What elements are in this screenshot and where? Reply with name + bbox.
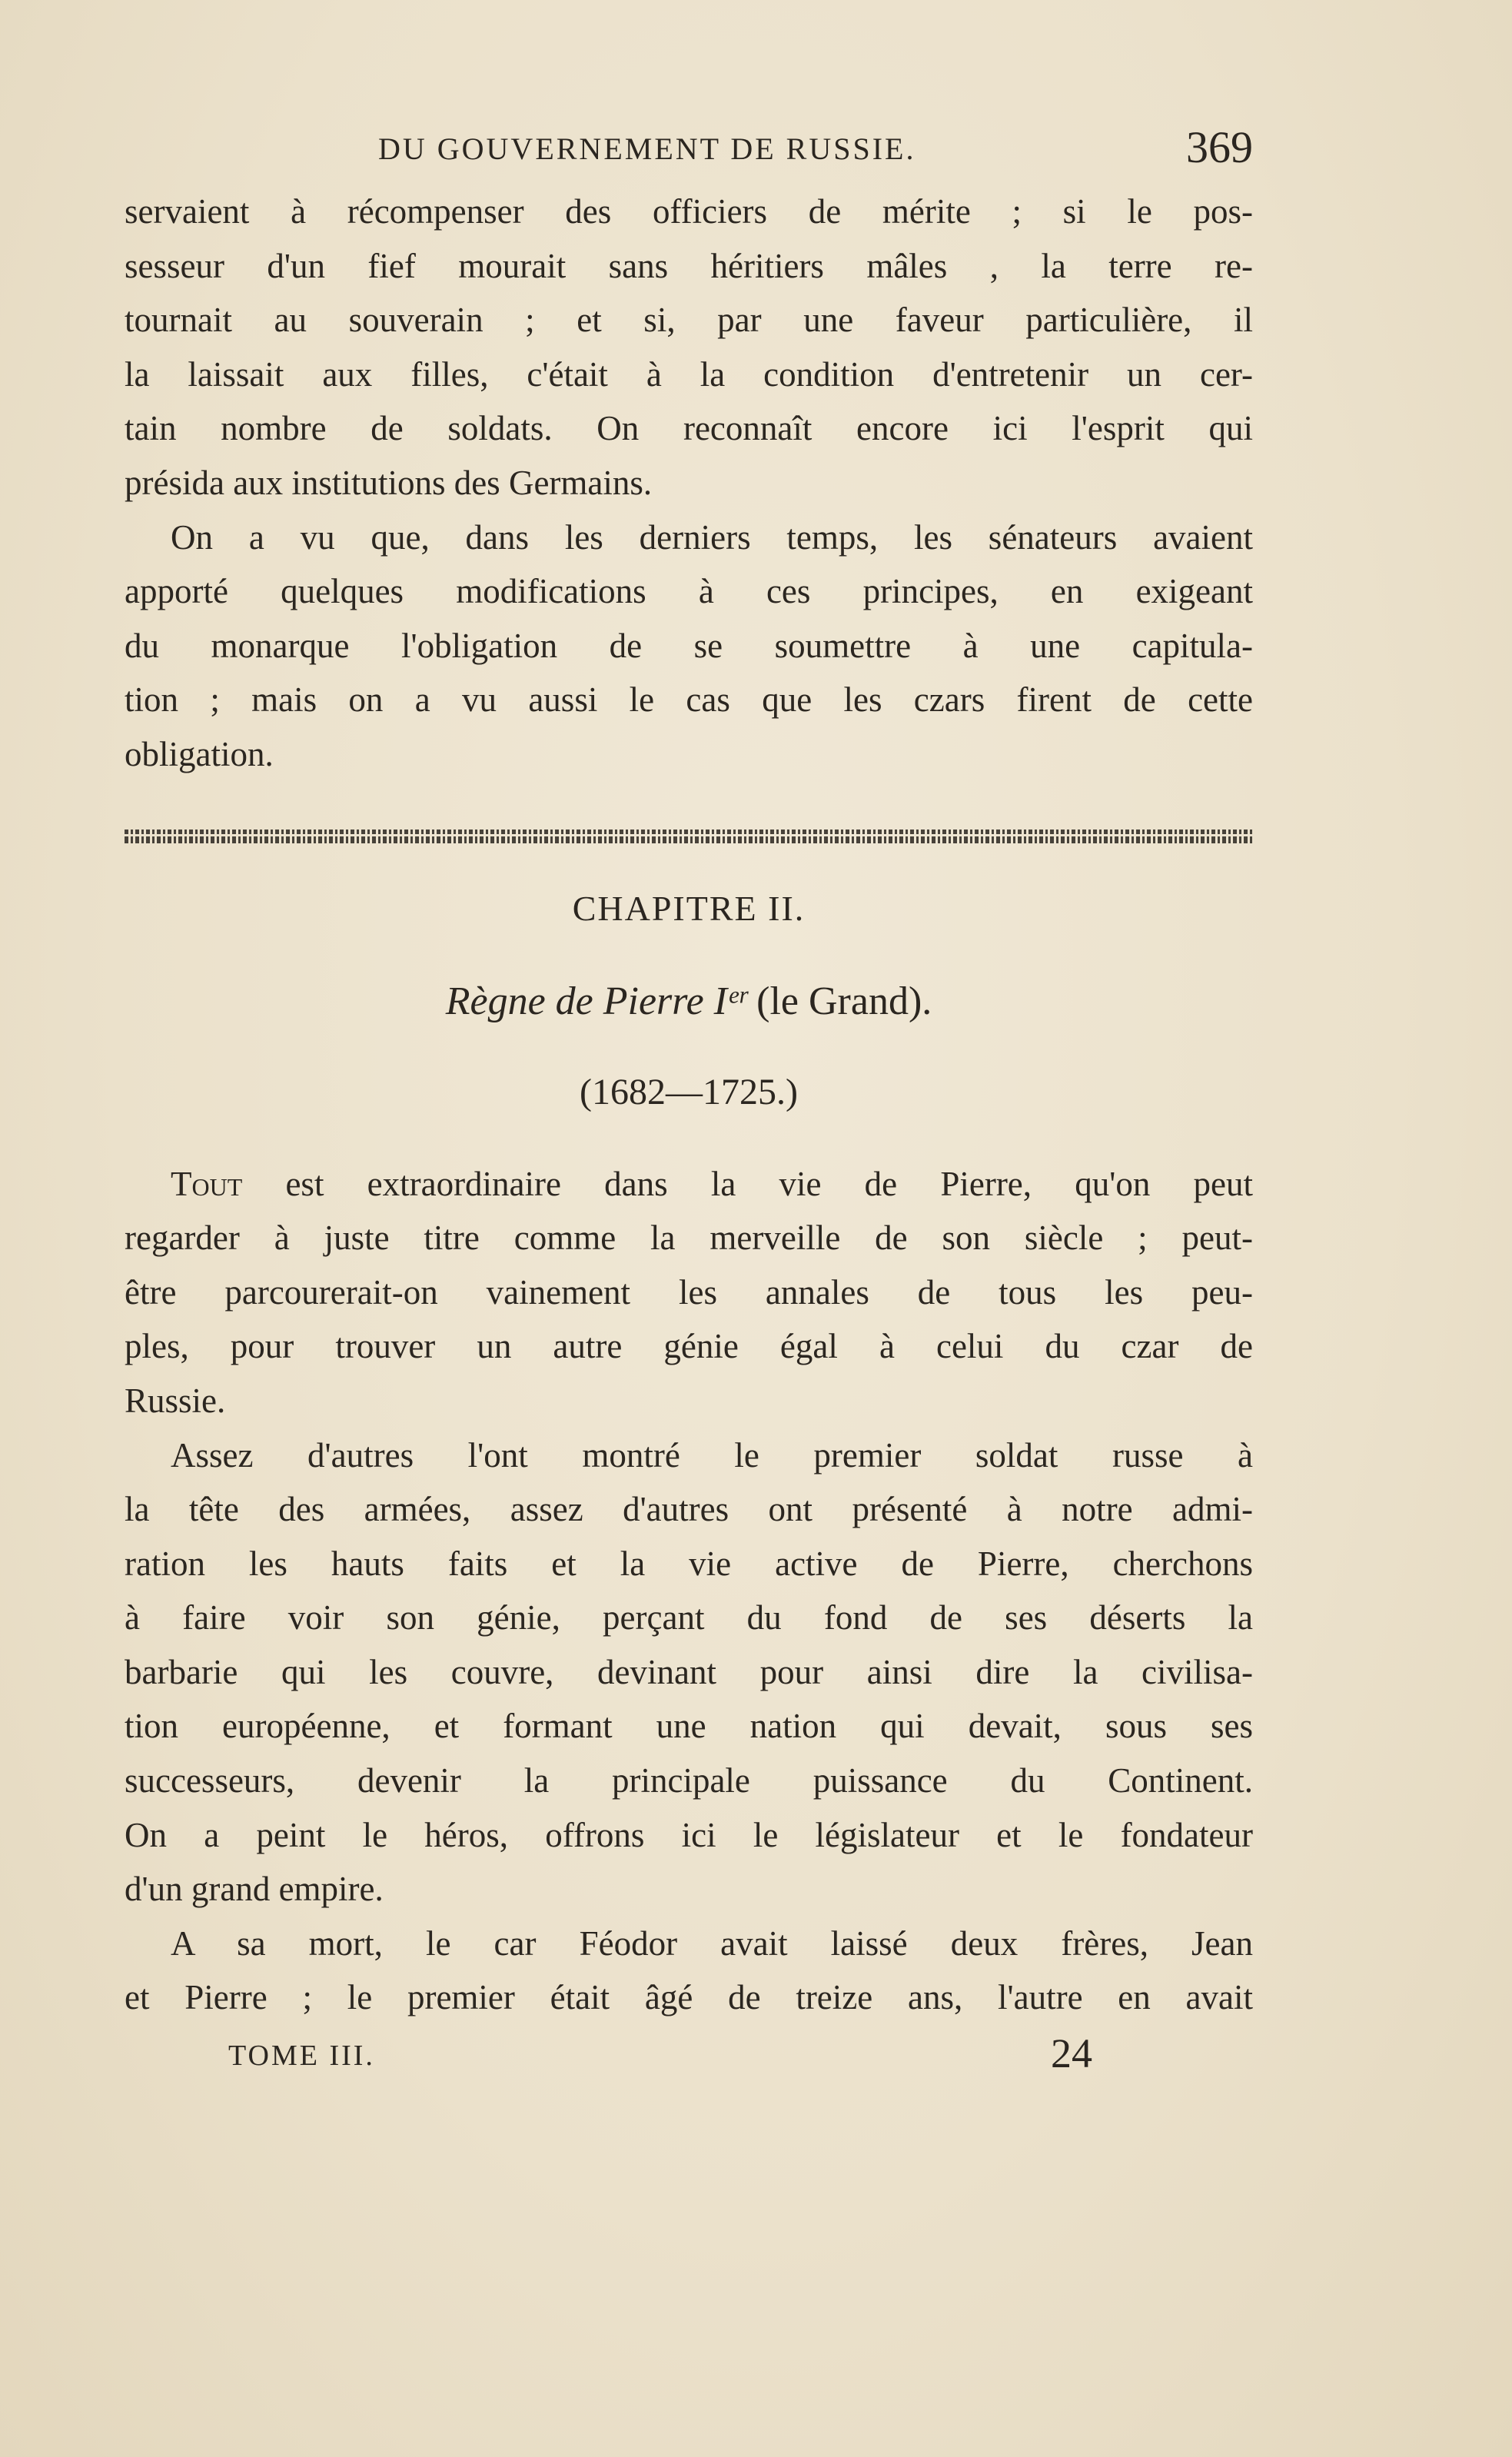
text-line: tournait au souverain ; et si, par une faveur particulière, il: [125, 301, 1253, 340]
text-line: ples, pour trouver un autre génie égal à celui du czar de: [125, 1327, 1253, 1366]
text-line: successeurs, devenir la principale puissance du Continent.: [125, 1761, 1253, 1800]
text-line: apporté quelques modifications à ces principes, en exigeant: [125, 572, 1253, 611]
signature-mark: 24: [1051, 2030, 1092, 2077]
volume-label: TOME III.: [228, 2040, 375, 2073]
chapter-subtitle-italic: Règne de Pierre Iᵉʳ: [445, 979, 747, 1023]
text-line: tion européenne, et formant une nation qui devait, sous ses: [125, 1707, 1253, 1746]
chapter-dates: (1682—1725.): [580, 1071, 798, 1112]
text-line: regarder à juste titre comme la merveille de son siècle ; peut-: [125, 1219, 1253, 1258]
text-line: servaient à récompenser des officiers de mérite ; si le pos-: [125, 192, 1253, 231]
text-line: présida aux institutions des Germains.: [125, 463, 653, 502]
paragraph-3: [125, 1157, 1253, 1428]
paragraph-5: [125, 1917, 1253, 2025]
text-line: tain nombre de soldats. On reconnaît encore ici l'esprit qui: [125, 409, 1253, 448]
paragraph-4: [125, 1428, 1253, 1917]
text-line: d'un grand empire.: [125, 1870, 384, 1909]
running-head: [125, 115, 1253, 185]
running-title: DU GOUVERNEMENT DE RUSSIE.: [378, 131, 916, 166]
opening-word: Tout: [171, 1164, 243, 1203]
text-line: à faire voir son génie, perçant du fond de ses déserts la: [125, 1598, 1253, 1637]
chapter-subtitle-rest: (le Grand).: [746, 979, 932, 1023]
book-page: [125, 115, 1253, 2091]
paragraph-2: [125, 510, 1253, 782]
chapter-subtitle: [125, 979, 1253, 1032]
text-line: être parcourerait-on vainement les annales de tous les peu-: [125, 1272, 1253, 1312]
text-line: [125, 1157, 1253, 1212]
paragraph-1: [125, 185, 1253, 510]
text-line: ration les hauts faits et la vie active de Pierre, cherchons: [125, 1544, 1253, 1583]
text-line: obligation.: [125, 734, 274, 773]
text-line: On a peint le héros, offrons ici le législateur et le fondateur: [125, 1815, 1253, 1854]
text-line: du monarque l'obligation de se soumettre à une capitula-: [125, 626, 1253, 665]
text-line: tion ; mais on a vu aussi le cas que les czars firent de cette: [125, 680, 1253, 720]
chapter-title: CHAPITRE II.: [572, 888, 806, 928]
text-line: Russie.: [125, 1381, 226, 1420]
text-line-rest: est extraordinaire dans la vie de Pierre, qu'on peut: [242, 1164, 1253, 1203]
text-line: et Pierre ; le premier était âgé de treize ans, l'autre en avait: [125, 1978, 1253, 2017]
text-line: Assez d'autres l'ont montré le premier soldat russe à: [171, 1435, 1253, 1475]
page-footer: [125, 2030, 1253, 2091]
text-line: A sa mort, le car Féodor avait laissé deux frères, Jean: [171, 1923, 1253, 1963]
text-line: la tête des armées, assez d'autres ont présenté à notre admi-: [125, 1490, 1253, 1529]
text-line: On a vu que, dans les derniers temps, les sénateurs avaient: [171, 517, 1253, 557]
ornamental-divider: [125, 830, 1253, 843]
text-line: la laissait aux filles, c'était à la condition d'entretenir un cer-: [125, 354, 1253, 394]
text-line: sesseur d'un fief mourait sans héritiers mâles , la terre re-: [125, 246, 1253, 285]
page-number: 369: [1186, 122, 1253, 172]
text-line: barbarie qui les couvre, devinant pour ainsi dire la civilisa-: [125, 1652, 1253, 1691]
